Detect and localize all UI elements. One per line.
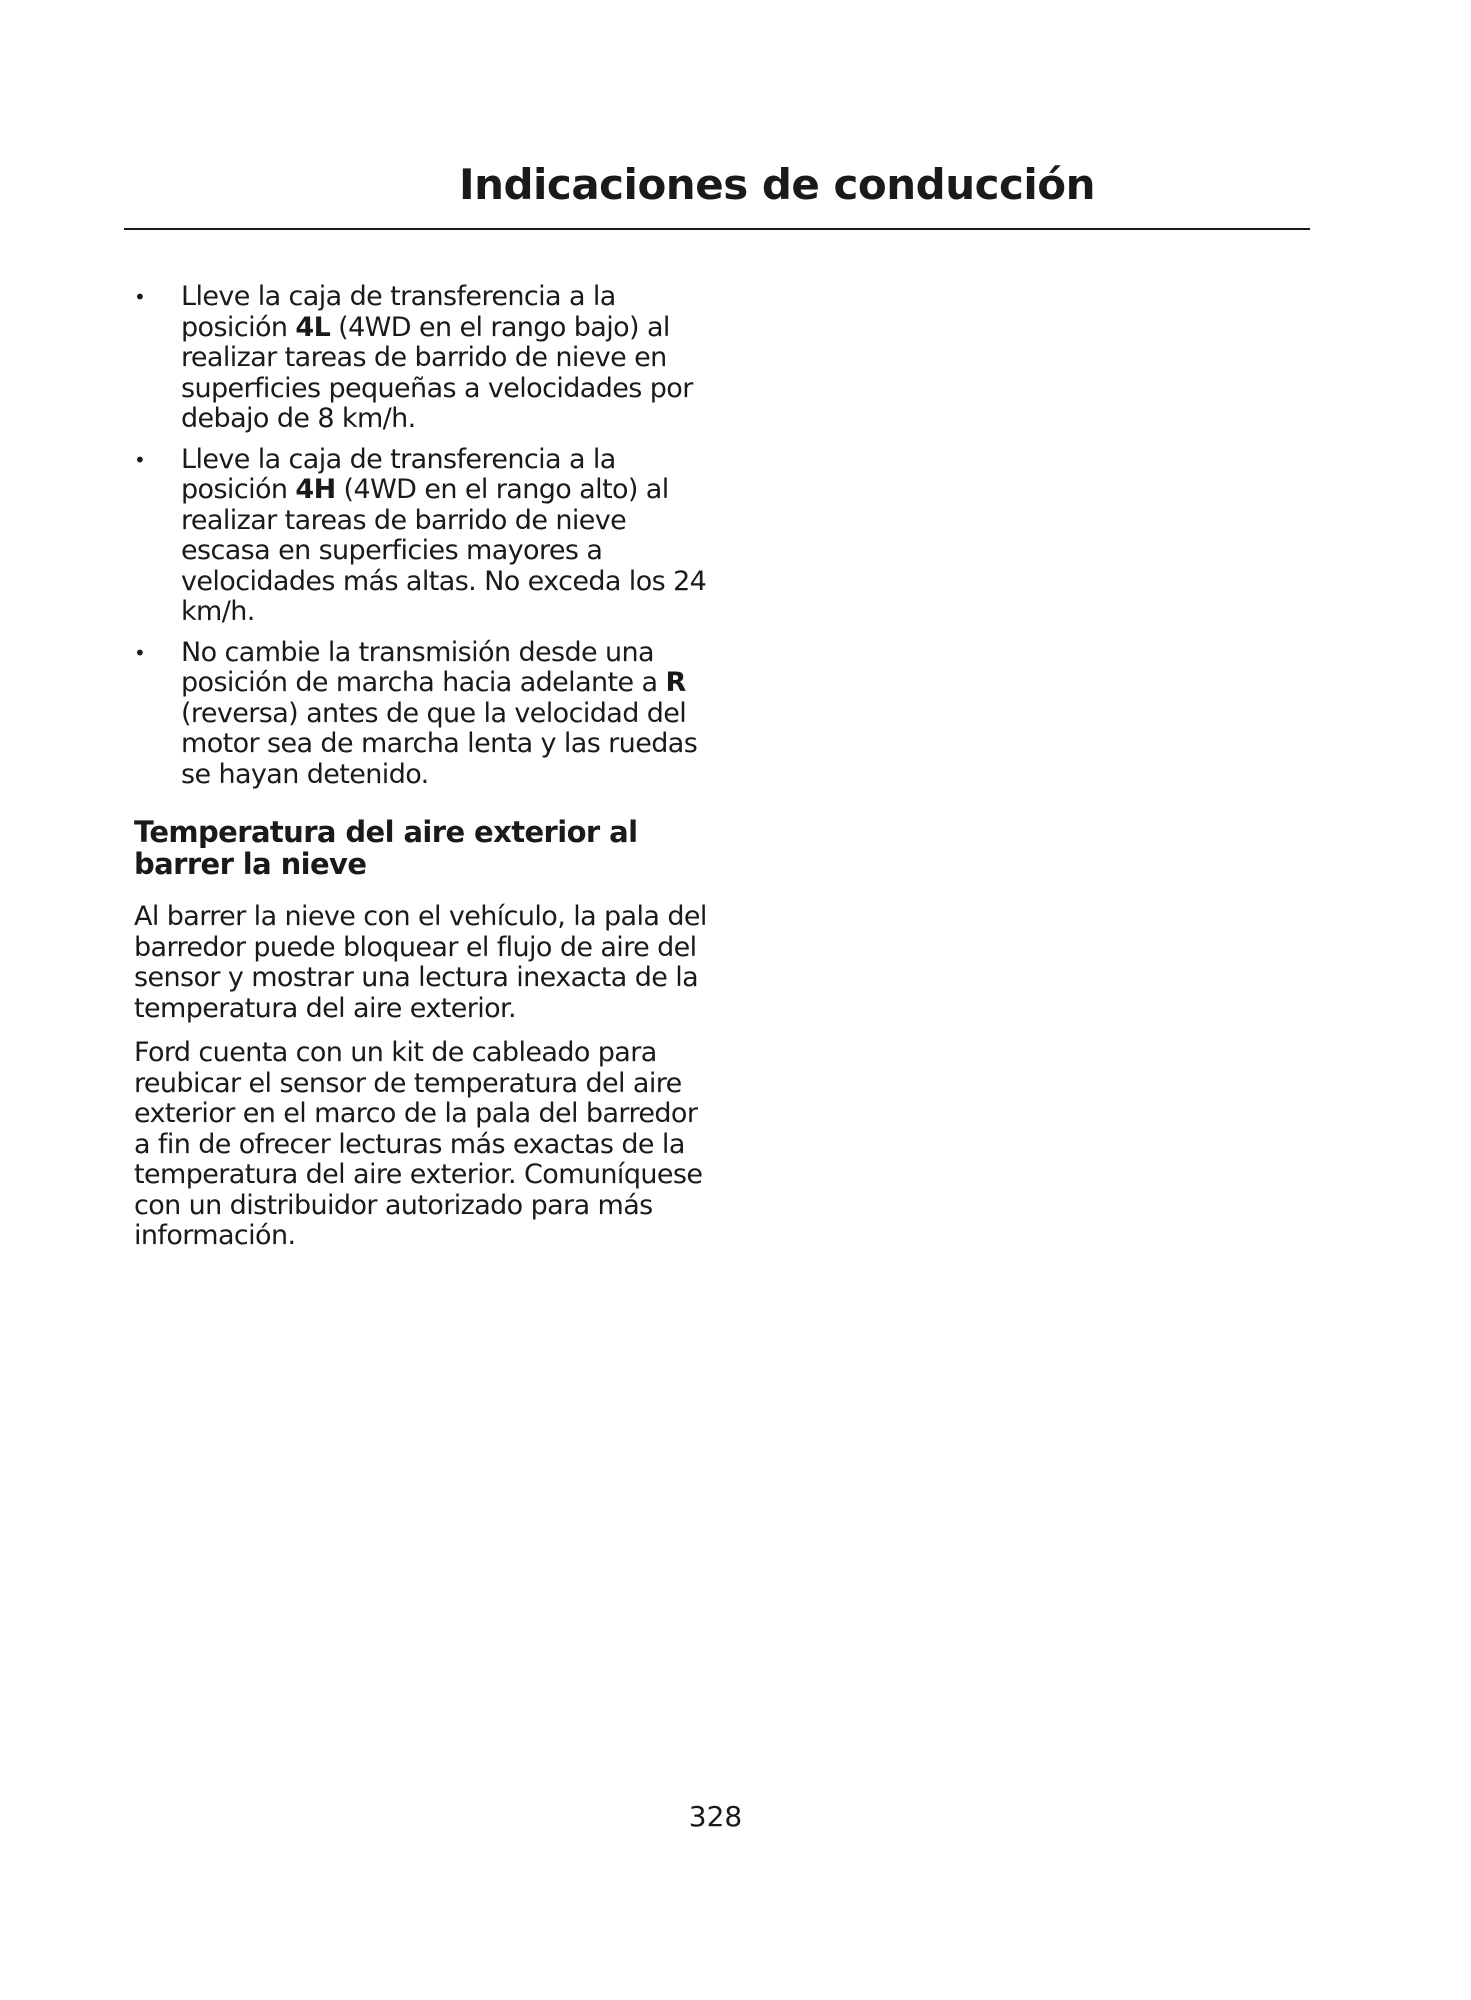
bullet-item-reverse xyxy=(134,638,714,791)
bullet-dot-icon: • xyxy=(134,447,146,472)
bullet-text: (4WD en el rango alto) al realizar tareas de barrido de nieve escasa en superficies mayores a velocidades más altas. No exceda los 24 km/h. xyxy=(181,474,707,627)
bullet-item-4l xyxy=(134,282,714,435)
section-heading: Temperatura del aire exterior al barrer la nieve xyxy=(134,815,638,881)
page-number: 328 xyxy=(688,1800,743,1833)
bullet-bold-term: R xyxy=(665,667,686,698)
bullet-item-4h xyxy=(134,445,714,628)
bullet-text: Lleve la caja de transferencia a la posición xyxy=(181,443,616,505)
section-paragraph: Ford cuenta con un kit de cableado para reubicar el sensor de temperatura del aire exterior en el marco de la pala del barredor a fin de ofrecer lecturas más exactas de la temperatura del aire exterior. Comuníquese con un distribuidor autorizado para más información. xyxy=(134,1037,703,1251)
header-divider xyxy=(124,228,1310,230)
page-title: Indicaciones de conducción xyxy=(458,160,1096,209)
bullet-list xyxy=(134,282,714,790)
page-header xyxy=(124,160,1310,209)
bullet-text: (4WD en el rango bajo) al realizar tareas de barrido de nieve en superficies pequeñas a velocidades por debajo de 8 km/h. xyxy=(181,311,693,434)
bullet-bold-term: 4H xyxy=(295,474,336,505)
bullet-dot-icon: • xyxy=(134,640,146,665)
bullet-text: (reversa) antes de que la velocidad del motor sea de marcha lenta y las ruedas se hayan detenido. xyxy=(181,697,698,790)
bullet-text: No cambie la transmisión desde una posición de marcha hacia adelante a xyxy=(181,636,666,698)
bullet-dot-icon: • xyxy=(134,285,146,309)
bullet-text: Lleve la caja de transferencia a la posición xyxy=(181,281,616,343)
content-column xyxy=(134,282,714,1266)
bullet-bold-term: 4L xyxy=(295,311,331,343)
section-paragraph: Al barrer la nieve con el vehículo, la pala del barredor puede bloquear el flujo de aire del sensor y mostrar una lectura inexacta de la temperatura del aire exterior. xyxy=(134,901,707,1024)
